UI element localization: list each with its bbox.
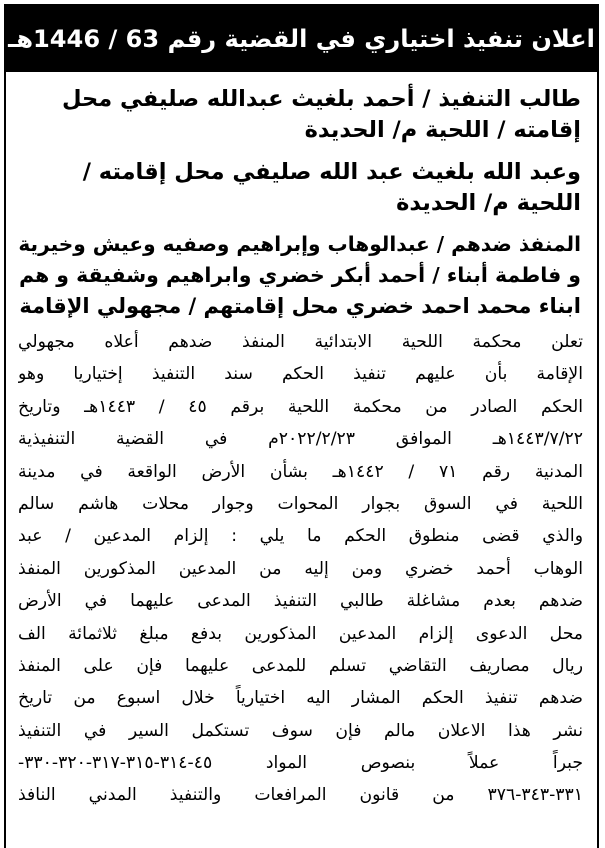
- heading-line: ابناء محمد احمد خضري محل إقامتهم / مجهولي الإقامة: [19, 294, 581, 318]
- body-line: ١٤٤٣/٧/٢٢هـ الموافق ٢٠٢٢/٢/٢٣م في القضية التنفيذية: [18, 429, 583, 450]
- body-line: والذي قضى منطوق الحكم ما يلي : إلزام المدعين / عبد: [18, 526, 583, 547]
- parties-section: [6, 72, 597, 322]
- body-line: ٣٣١-٣٤٣-٣٧٦ من قانون المرافعات والتنفيذ المدني النافذ: [18, 785, 583, 806]
- heading-line: إقامته / اللحية م/ الحديدة: [304, 117, 581, 143]
- body-line: الوهاب أحمد خضري ومن إليه من المدعين المذكورين المنفذ: [18, 558, 583, 579]
- body-line: ريال مصاريف التقاضي تسلم للمدعى عليهما فإن على المنفذ: [18, 655, 583, 676]
- body-line: ضدهم بعدم مشاغلة طالبي التنفيذ المدعى عليهما في الأرض: [18, 591, 583, 612]
- announcement-body: [6, 322, 597, 812]
- body-line: ضدهم تنفيذ الحكم المشار اليه اختيارياً خلال اسبوع من تاريخ: [18, 688, 583, 709]
- body-line: الإقامة بأن عليهم تنفيذ الحكم سند التنفيذ إختياريا وهو: [18, 364, 583, 385]
- heading-line: المنفذ ضدهم / عبدالوهاب وإبراهيم وصفيه وعيش وخيرية: [18, 232, 581, 256]
- heading-line: وعبد الله بلغيث عبد الله صليفي محل إقامته /: [82, 159, 581, 185]
- announcement-title: اعلان تنفيذ اختياري في القضية رقم 63 / 1446هـ: [6, 6, 597, 72]
- body-line: الحكم الصادر من محكمة اللحية برقم ٤٥ / ١٤٤٣هـ وتاريخ: [18, 396, 583, 417]
- body-line: تعلن محكمة اللحية الابتدائية المنفذ ضدهم أعلاه مجهولي: [18, 332, 583, 352]
- heading-line: و فاطمة أبناء / أحمد أبكر خضري وابراهيم وشفيقة و هم: [19, 263, 581, 287]
- heading-line: اللحية م/ الحديدة: [396, 190, 581, 216]
- body-line: نشر هذا الاعلان مالم فإن سوف تستكمل السير في التنفيذ: [18, 720, 583, 741]
- body-line: جبراً عملاً بنصوص المواد ٤٥-٣١٤-٣١٥-٣١٧-٣٢٠-٣٣٠-: [18, 753, 583, 774]
- heading-line: طالب التنفيذ / أحمد بلغيث عبدالله صليفي محل: [61, 86, 581, 112]
- announcement-frame: [4, 4, 599, 848]
- body-line: محل الدعوى إلزام المدعين المذكورين بدفع مبلغ ثلاثمائة الف: [18, 623, 583, 644]
- body-line: المدنية رقم ٧١ / ١٤٤٢هـ بشأن الأرض الواقعة في مدينة: [18, 461, 583, 482]
- body-line: اللحية في السوق بجوار المحوات وجوار محلات هاشم سالم: [18, 493, 583, 514]
